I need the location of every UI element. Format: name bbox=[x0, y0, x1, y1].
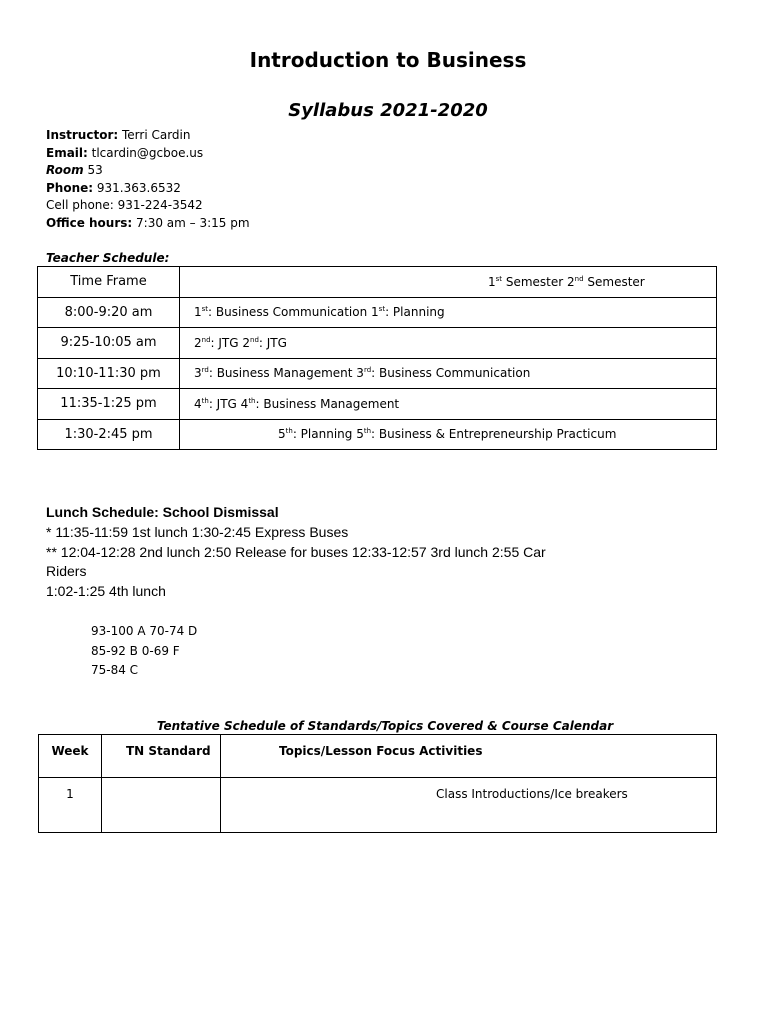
teacher-schedule-table bbox=[37, 266, 717, 450]
calendar-header-row bbox=[39, 735, 717, 778]
office-hours-label: Office hours: bbox=[46, 215, 133, 230]
calendar-row bbox=[39, 778, 717, 833]
period-sup: rd bbox=[363, 366, 372, 375]
sem1-sup: st bbox=[495, 274, 503, 283]
semester-cell bbox=[180, 328, 717, 359]
tn-standard-header: TN Standard bbox=[102, 735, 221, 778]
period-num: 1 bbox=[371, 305, 379, 320]
page-subtitle: Syllabus 2021-2020 bbox=[288, 100, 488, 121]
period-num: 5 bbox=[278, 427, 286, 442]
lunch-line: 1:02-1:25 4th lunch bbox=[46, 583, 166, 600]
page-title: Introduction to Business bbox=[249, 48, 527, 72]
period-num: 3 bbox=[194, 366, 202, 381]
room-line bbox=[46, 162, 250, 180]
email-value: tlcardin@gcboe.us bbox=[87, 145, 204, 160]
course-calendar-title: Tentative Schedule of Standards/Topics Covered & Course Calendar bbox=[156, 719, 614, 733]
period-sup: st bbox=[201, 305, 209, 314]
instructor-value: Terri Cardin bbox=[118, 128, 191, 142]
period-num: 1 bbox=[194, 305, 202, 320]
grade-line: 75-84 C bbox=[91, 663, 139, 677]
week-cell: 1 bbox=[39, 778, 102, 833]
semester-cell bbox=[180, 389, 717, 420]
time-frame-header: Time Frame bbox=[38, 267, 180, 298]
sem2-course: : JTG bbox=[258, 335, 287, 350]
tn-standard-cell bbox=[102, 778, 221, 833]
week-header: Week bbox=[39, 735, 102, 778]
period-sup: th bbox=[363, 427, 372, 436]
sem1-course: : Business Communication bbox=[208, 305, 372, 320]
period-num: 4 bbox=[194, 396, 202, 411]
sem2-course: : Business Communication bbox=[371, 366, 531, 381]
period-sup: th bbox=[285, 427, 293, 436]
lunch-line: * 11:35-11:59 1st lunch 1:30-2:45 Express Buses bbox=[46, 523, 349, 540]
course-calendar-table bbox=[38, 734, 717, 833]
period-sup: st bbox=[378, 305, 386, 314]
sem2-text: Semester bbox=[583, 274, 645, 289]
period-sup: th bbox=[248, 396, 256, 405]
email-line bbox=[46, 145, 250, 163]
period-sup: th bbox=[201, 396, 209, 405]
schedule-row bbox=[38, 297, 717, 328]
period-num: 3 bbox=[356, 366, 364, 381]
sem1-text: Semester bbox=[502, 274, 568, 289]
time-frame-cell: 11:35-1:25 pm bbox=[38, 389, 180, 420]
sem2-course: : Business Management bbox=[255, 396, 400, 411]
time-frame-cell: 8:00-9:20 am bbox=[38, 297, 180, 328]
period-sup: rd bbox=[201, 366, 209, 375]
room-value: 53 bbox=[83, 163, 103, 178]
time-frame-cell: 9:25-10:05 am bbox=[38, 328, 180, 359]
instructor-info bbox=[46, 127, 250, 233]
period-sup: nd bbox=[201, 335, 211, 344]
schedule-row bbox=[38, 328, 717, 359]
schedule-header-row bbox=[38, 267, 717, 298]
topics-header: Topics/Lesson Focus Activities bbox=[221, 735, 717, 778]
grade-line: 93-100 A 70-74 D bbox=[91, 624, 198, 638]
lunch-line: Riders bbox=[46, 563, 87, 580]
schedule-row bbox=[38, 389, 717, 420]
schedule-row bbox=[38, 419, 717, 450]
phone-label: Phone: bbox=[46, 180, 94, 195]
room-label: Room bbox=[46, 163, 84, 178]
instructor-line bbox=[46, 127, 250, 145]
sem2-course: : Business & Entrepreneurship Practicum bbox=[371, 427, 617, 442]
sem1-num: 1 bbox=[488, 274, 496, 289]
instructor-label: Instructor: bbox=[46, 128, 119, 142]
sem1-course: : Business Management bbox=[208, 366, 357, 381]
semester-cell bbox=[180, 358, 717, 389]
time-frame-cell: 1:30-2:45 pm bbox=[38, 419, 180, 450]
teacher-schedule-label: Teacher Schedule: bbox=[46, 251, 170, 265]
sem1-course: : Planning bbox=[292, 427, 357, 442]
phone-value: 931.363.6532 bbox=[93, 180, 181, 195]
period-num: 2 bbox=[194, 335, 202, 350]
schedule-row bbox=[38, 358, 717, 389]
period-num: 2 bbox=[242, 335, 251, 350]
sem1-course: : JTG bbox=[208, 396, 241, 411]
period-sup: nd bbox=[250, 335, 259, 344]
sem2-course: : Planning bbox=[385, 305, 445, 320]
period-num: 5 bbox=[356, 427, 364, 442]
lunch-heading: Lunch Schedule: School Dismissal bbox=[46, 504, 279, 520]
lunch-schedule bbox=[46, 503, 546, 602]
lunch-line: ** 12:04-12:28 2nd lunch 2:50 Release for buses 12:33-12:57 3rd lunch 2:55 Car bbox=[46, 543, 546, 560]
period-num: 4 bbox=[240, 396, 249, 411]
semester-cell bbox=[180, 297, 717, 328]
sem1-course: : JTG bbox=[210, 335, 243, 350]
grading-scale bbox=[91, 622, 197, 681]
semester-cell bbox=[180, 419, 717, 450]
office-hours-line bbox=[46, 215, 250, 233]
office-hours-value: 7:30 am – 3:15 pm bbox=[132, 215, 250, 230]
grade-line: 85-92 B 0-69 F bbox=[91, 643, 180, 658]
sem2-sup: nd bbox=[574, 274, 584, 283]
semester-header bbox=[180, 267, 717, 298]
sem2-num: 2 bbox=[567, 274, 575, 289]
cell-phone-line: Cell phone: 931-224-3542 bbox=[46, 198, 203, 213]
email-label: Email: bbox=[46, 145, 88, 160]
phone-line bbox=[46, 180, 250, 198]
time-frame-cell: 10:10-11:30 pm bbox=[38, 358, 180, 389]
topic-cell: Class Introductions/Ice breakers bbox=[221, 778, 717, 833]
